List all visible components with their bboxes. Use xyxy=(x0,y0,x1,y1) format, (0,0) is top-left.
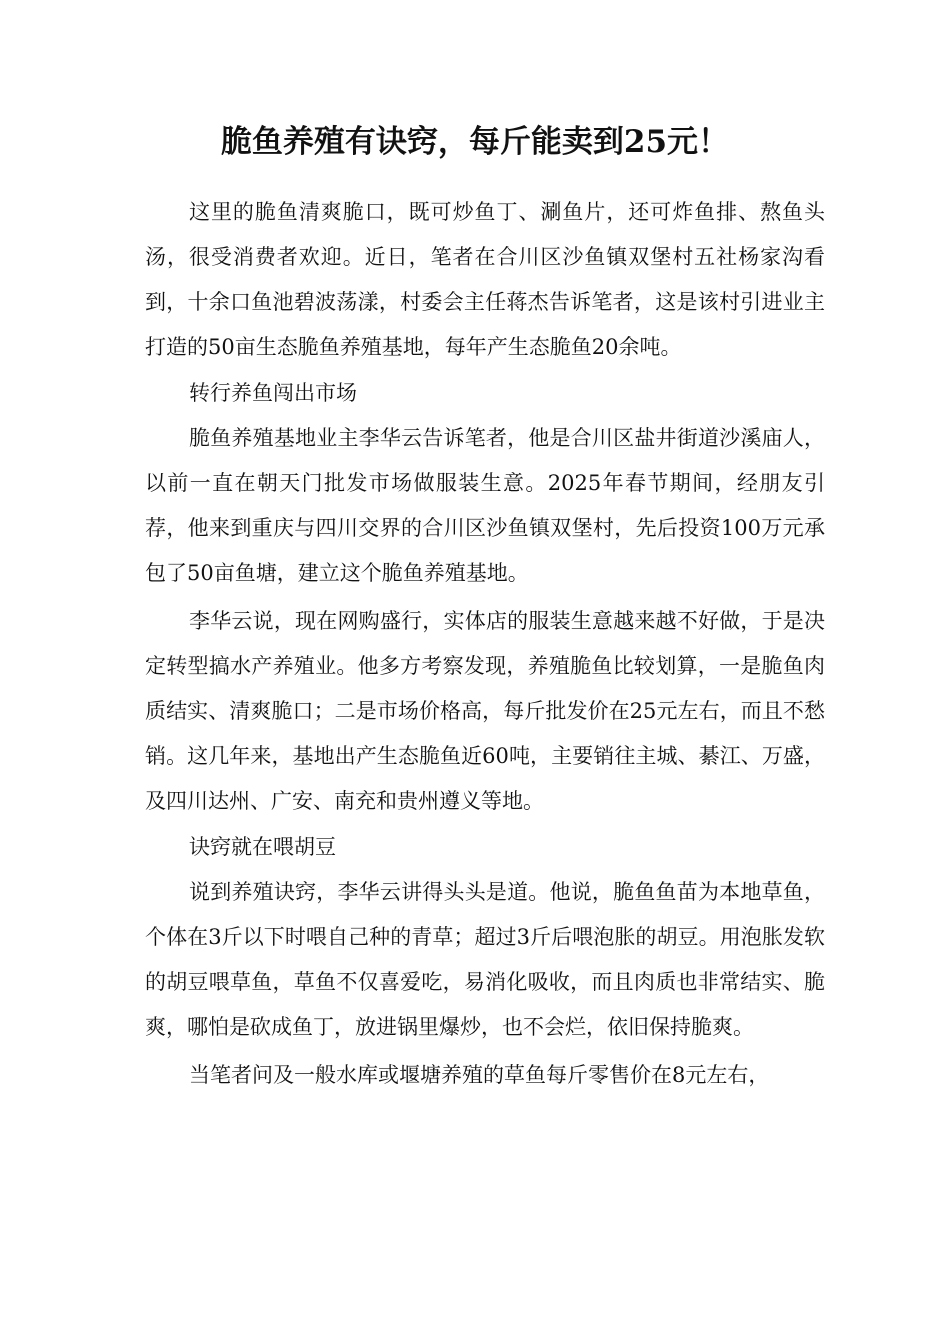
document-body xyxy=(145,190,825,1098)
paragraph-secret: 说到养殖诀窍，李华云讲得头头是道。他说，脆鱼鱼苗为本地草鱼，个体在3斤以下时喂自己种的青草；超过3斤后喂泡胀的胡豆。用泡胀发软的胡豆喂草鱼，草鱼不仅喜爱吃，易消化吸收，而且肉质也非常结实、脆爽，哪怕是砍成鱼丁，放进锅里爆炒，也不会烂，依旧保持脆爽。 xyxy=(145,880,825,1039)
paragraph-price: 当笔者问及一般水库或堰塘养殖的草鱼每斤零售价在8元左右， xyxy=(189,1063,770,1087)
section-heading-secret: 诀窍就在喂胡豆 xyxy=(189,835,336,859)
paragraph-owner: 脆鱼养殖基地业主李华云告诉笔者，他是合川区盐井街道沙溪庙人，以前一直在朝天门批发市场做服装生意。2025年春节期间，经朋友引荐，他来到重庆与四川交界的合川区沙鱼镇双堡村，先后投资100万元承包了50亩鱼塘，建立这个脆鱼养殖基地。 xyxy=(145,426,825,585)
document-title: 脆鱼养殖有诀窍，每斤能卖到25元！ xyxy=(220,124,730,160)
section-heading-market: 转行养鱼闯出市场 xyxy=(189,381,357,405)
paragraph-intro: 这里的脆鱼清爽脆口，既可炒鱼丁、涮鱼片，还可炸鱼排、熬鱼头汤，很受消费者欢迎。近日，笔者在合川区沙鱼镇双堡村五社杨家沟看到，十余口鱼池碧波荡漾，村委会主任蒋杰告诉笔者，这是该村引进业主打造的50亩生态脆鱼养殖基地，每年产生态脆鱼20余吨。 xyxy=(145,200,825,359)
paragraph-transition: 李华云说，现在网购盛行，实体店的服装生意越来越不好做，于是决定转型搞水产养殖业。他多方考察发现，养殖脆鱼比较划算，一是脆鱼肉质结实、清爽脆口；二是市场价格高，每斤批发价在25元左右，而且不愁销。这几年来，基地出产生态脆鱼近60吨，主要销往主城、綦江、万盛，及四川达州、广安、南充和贵州遵义等地。 xyxy=(145,609,825,813)
